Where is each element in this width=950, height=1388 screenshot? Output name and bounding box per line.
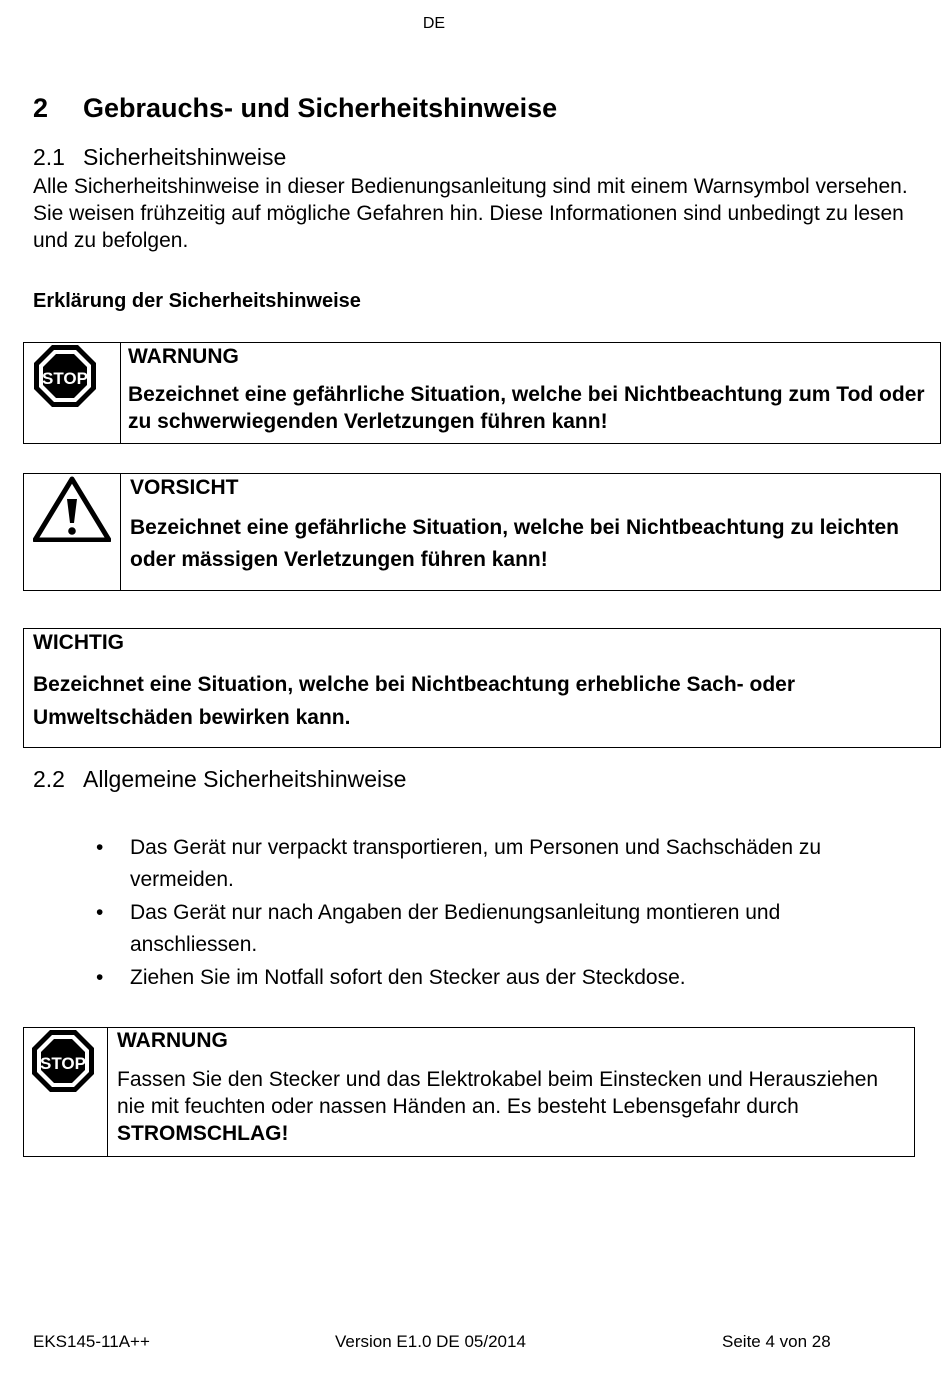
safety-bullet-list (96, 832, 896, 995)
list-item (96, 832, 896, 896)
important-title: WICHTIG (33, 631, 124, 654)
electric-warning-text-normal: Fassen Sie den Stecker und das Elektrokabel beim Einstecken und Herausziehen nie mit feuchten oder nassen Händen an. Es besteht Lebensgefahr durch (117, 1068, 879, 1118)
list-item-text: Das Gerät nur nach Angaben der Bedienungsanleitung montieren und anschliessen. (130, 901, 781, 956)
electric-warning-title: WARNUNG (117, 1029, 228, 1052)
list-item-text: Ziehen Sie im Notfall sofort den Stecker aus der Steckdose. (130, 966, 686, 989)
list-item (96, 897, 896, 961)
subsection-heading-2-2 (33, 766, 406, 793)
section-title: Gebrauchs- und Sicherheitshinweise (83, 93, 558, 123)
footer-page-number: Seite 4 von 28 (722, 1332, 831, 1351)
stop-sign-icon (31, 1029, 95, 1093)
stop-sign-label: STOP (42, 369, 88, 388)
subsection-title: Sicherheitshinweise (83, 144, 287, 170)
explanation-heading: Erklärung der Sicherheitshinweise (33, 290, 361, 312)
important-notice-box (23, 628, 941, 748)
subsection-number: 2.2 (33, 766, 65, 792)
list-item (96, 962, 896, 994)
electric-warning-text-bold: STROMSCHLAG! (117, 1122, 289, 1145)
warning-notice-box (23, 342, 941, 444)
electric-warning-text (117, 1066, 897, 1147)
important-text: Bezeichnet eine Situation, welche bei Nichtbeachtung erhebliche Sach- oder Umweltschäden bewirken kann. (33, 673, 795, 729)
list-item-text: Das Gerät nur verpackt transportieren, um Personen und Sachschäden zu vermeiden. (130, 836, 822, 891)
icon-cell (24, 474, 121, 590)
warning-title: WARNUNG (128, 345, 239, 368)
language-code: DE (422, 15, 446, 32)
footer-version: Version E1.0 DE 05/2014 (335, 1332, 526, 1351)
subsection-heading-2-1 (33, 144, 286, 171)
caution-title: VORSICHT (130, 476, 239, 499)
bullet-icon: • (96, 836, 104, 859)
subsection-title: Allgemeine Sicherheitshinweise (83, 766, 407, 792)
bullet-icon: • (96, 901, 104, 924)
caution-notice-box (23, 473, 941, 591)
stop-sign-label: STOP (40, 1054, 86, 1073)
caution-text: Bezeichnet eine gefährliche Situation, welche bei Nichtbeachtung zu leichten oder mässigen Verletzungen führen kann! (130, 516, 899, 571)
section-number: 2 (33, 93, 49, 123)
icon-cell (24, 343, 121, 443)
section-heading (33, 93, 557, 124)
icon-cell (24, 1028, 108, 1156)
intro-paragraph: Alle Sicherheitshinweise in dieser Bedienungsanleitung sind mit einem Warnsymbol versehen. Sie weisen frühzeitig auf mögliche Gefahren hin. Diese Informationen sind unbedingt zu lesen und zu befolgen. (33, 175, 908, 252)
footer-model: EKS145-11A++ (33, 1332, 150, 1351)
warning-text: Bezeichnet eine gefährliche Situation, welche bei Nichtbeachtung zum Tod oder zu schwerwiegenden Verletzungen führen kann! (128, 383, 925, 433)
subsection-number: 2.1 (33, 144, 65, 170)
bullet-icon: • (96, 966, 104, 989)
electric-warning-box (23, 1027, 915, 1157)
warning-triangle-icon (33, 476, 111, 542)
stop-sign-icon (33, 344, 97, 408)
